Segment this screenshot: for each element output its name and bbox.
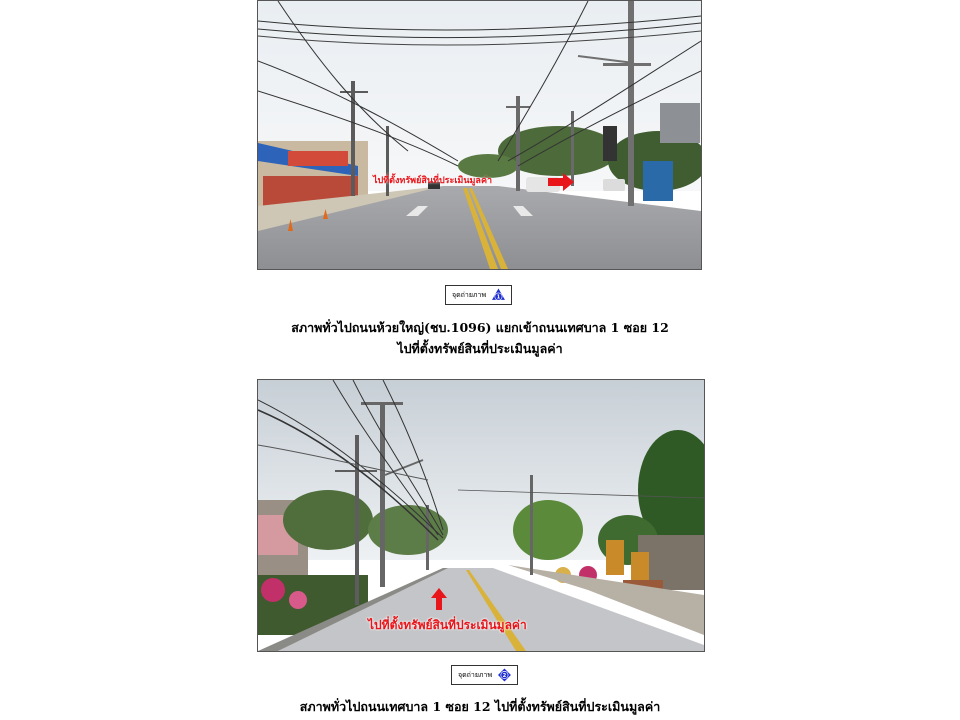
blue-direction-arrow-icon (492, 287, 505, 303)
photo-point-number: 1 (496, 294, 501, 301)
photo1-caption (257, 317, 703, 359)
street-scene-2 (258, 380, 704, 651)
photo2-caption (257, 696, 703, 717)
photo-point-marker-1 (445, 285, 512, 305)
caption-line: สภาพทั่วไปถนนเทศบาล 1 ซอย 12 ไปที่ตั้งทรัพย์สินที่ประเมินมูลค่า (299, 699, 661, 714)
photo-point-number: 2 (502, 672, 507, 679)
photo-point-marker-2 (451, 665, 518, 685)
site-photo-1 (257, 0, 702, 270)
blue-direction-arrow-icon (498, 667, 511, 683)
photo2-direction-label: ไปที่ตั้งทรัพย์สินที่ประเมินมูลค่า (368, 618, 527, 632)
photo1-direction-label: ไปที่ตั้งทรัพย์สินที่ประเมินมูลค่า (373, 176, 493, 186)
site-photo-2 (257, 379, 705, 652)
photo-point-label: จุดถ่ายภาพ (458, 670, 493, 679)
street-scene-1 (258, 1, 701, 269)
photo-point-label: จุดถ่ายภาพ (452, 290, 487, 299)
caption-line: สภาพทั่วไปถนนห้วยใหญ่(ชบ.1096) แยกเข้าถนนเทศบาล 1 ซอย 12 (291, 320, 669, 335)
caption-line: ไปที่ตั้งทรัพย์สินที่ประเมินมูลค่า (397, 341, 563, 356)
